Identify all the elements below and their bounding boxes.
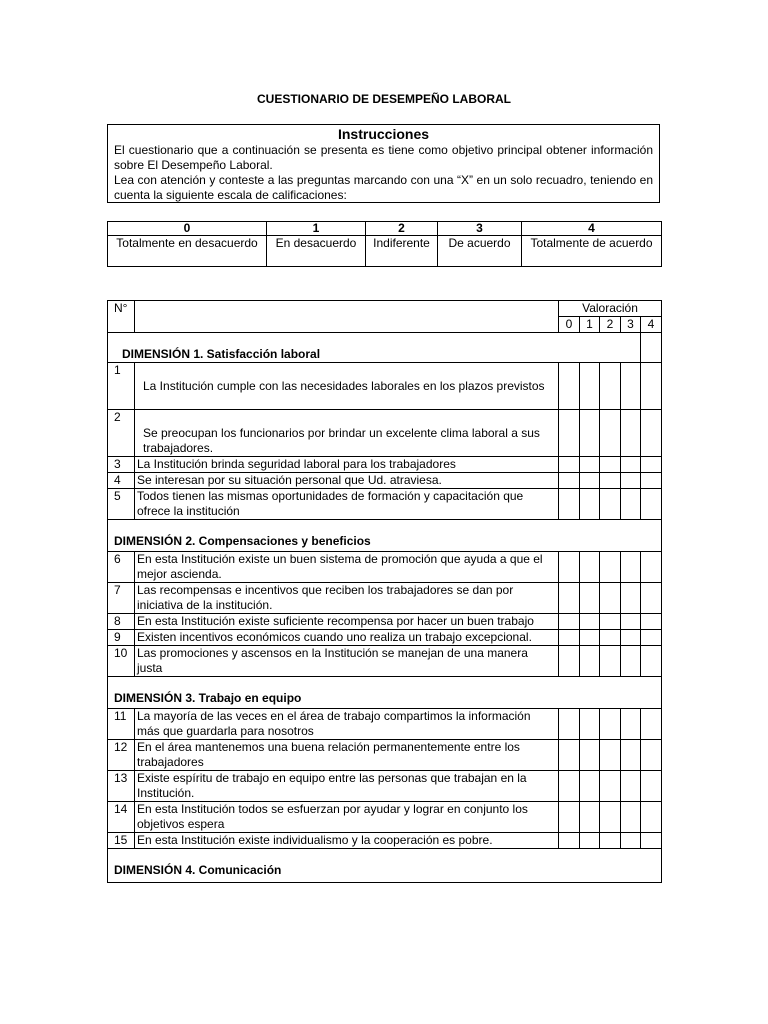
rating-checkbox-2[interactable] xyxy=(600,552,621,583)
rating-checkbox-4[interactable] xyxy=(641,552,662,583)
question-text: Se interesan por su situación personal que Ud. atraviesa. xyxy=(135,473,559,489)
scale-label: Totalmente de acuerdo xyxy=(522,236,662,267)
question-number: 6 xyxy=(108,552,135,583)
rating-checkbox-4[interactable] xyxy=(641,457,662,473)
rating-checkbox-3[interactable] xyxy=(621,771,641,802)
dimension-row xyxy=(108,849,662,883)
rating-checkbox-1[interactable] xyxy=(580,614,600,630)
question-row xyxy=(108,363,662,410)
rating-checkbox-0[interactable] xyxy=(559,802,580,833)
dimension-row xyxy=(108,520,662,552)
rating-checkbox-4[interactable] xyxy=(641,740,662,771)
question-text: En esta Institución existe suficiente recompensa por hacer un buen trabajo xyxy=(135,614,559,630)
rating-checkbox-2[interactable] xyxy=(600,709,621,740)
scale-label: En desacuerdo xyxy=(267,236,366,267)
rating-checkbox-2[interactable] xyxy=(600,646,621,677)
rating-checkbox-4[interactable] xyxy=(641,473,662,489)
question-row xyxy=(108,833,662,849)
scale-label: Totalmente en desacuerdo xyxy=(108,236,267,267)
rating-checkbox-0[interactable] xyxy=(559,489,580,520)
rating-checkbox-3[interactable] xyxy=(621,583,641,614)
question-number: 2 xyxy=(108,410,135,457)
question-text: La Institución brinda seguridad laboral para los trabajadores xyxy=(135,457,559,473)
question-row xyxy=(108,473,662,489)
rating-checkbox-1[interactable] xyxy=(580,363,600,410)
rating-checkbox-0[interactable] xyxy=(559,473,580,489)
rating-checkbox-2[interactable] xyxy=(600,833,621,849)
question-text: Las recompensas e incentivos que reciben los trabajadores se dan por iniciativa de la institución. xyxy=(135,583,559,614)
rating-checkbox-3[interactable] xyxy=(621,646,641,677)
question-row xyxy=(108,630,662,646)
rating-checkbox-2[interactable] xyxy=(600,740,621,771)
valoracion-option: 2 xyxy=(600,317,621,333)
rating-checkbox-1[interactable] xyxy=(580,552,600,583)
dimension-row xyxy=(108,677,662,709)
rating-checkbox-1[interactable] xyxy=(580,740,600,771)
rating-checkbox-4[interactable] xyxy=(641,709,662,740)
question-text: La Institución cumple con las necesidades laborales en los plazos previstos xyxy=(135,363,559,410)
question-number: 1 xyxy=(108,363,135,410)
instructions-box xyxy=(107,124,660,203)
rating-checkbox-4[interactable] xyxy=(641,771,662,802)
question-number: 3 xyxy=(108,457,135,473)
questionnaire-table xyxy=(107,300,662,883)
rating-checkbox-2[interactable] xyxy=(600,614,621,630)
rating-checkbox-3[interactable] xyxy=(621,833,641,849)
rating-checkbox-2[interactable] xyxy=(600,630,621,646)
question-text: En esta Institución existe individualismo y la cooperación es pobre. xyxy=(135,833,559,849)
dimension-row xyxy=(108,333,662,363)
question-text: En el área mantenemos una buena relación permanentemente entre los trabajadores xyxy=(135,740,559,771)
question-row xyxy=(108,646,662,677)
scale-label: Indiferente xyxy=(366,236,438,267)
scale-value: 3 xyxy=(438,222,522,236)
rating-checkbox-4[interactable] xyxy=(641,614,662,630)
rating-checkbox-2[interactable] xyxy=(600,489,621,520)
question-column-header xyxy=(135,301,559,333)
scale-value: 0 xyxy=(108,222,267,236)
dimension-title: DIMENSIÓN 1. Satisfacción laboral xyxy=(108,333,641,363)
rating-checkbox-3[interactable] xyxy=(621,802,641,833)
rating-checkbox-3[interactable] xyxy=(621,457,641,473)
rating-checkbox-0[interactable] xyxy=(559,552,580,583)
rating-checkbox-2[interactable] xyxy=(600,473,621,489)
rating-checkbox-0[interactable] xyxy=(559,630,580,646)
rating-scale-table xyxy=(107,221,662,267)
question-row xyxy=(108,552,662,583)
rating-scale-values-row xyxy=(108,222,662,236)
rating-checkbox-2[interactable] xyxy=(600,771,621,802)
rating-checkbox-2[interactable] xyxy=(600,457,621,473)
rating-checkbox-3[interactable] xyxy=(621,489,641,520)
question-row xyxy=(108,489,662,520)
rating-checkbox-4[interactable] xyxy=(641,489,662,520)
question-row xyxy=(108,709,662,740)
scale-value: 2 xyxy=(366,222,438,236)
rating-checkbox-2[interactable] xyxy=(600,583,621,614)
valoracion-option: 1 xyxy=(580,317,600,333)
question-row xyxy=(108,457,662,473)
page-title: CUESTIONARIO DE DESEMPEÑO LABORAL xyxy=(256,92,511,106)
question-text: La mayoría de las veces en el área de trabajo compartimos la información más que guardarla para nosotros xyxy=(135,709,559,740)
question-row xyxy=(108,771,662,802)
question-number: 13 xyxy=(108,771,135,802)
rating-checkbox-1[interactable] xyxy=(580,833,600,849)
question-text: Existe espíritu de trabajo en equipo entre las personas que trabajan en la Institución. xyxy=(135,771,559,802)
question-text: En esta Institución todos se esfuerzan por ayudar y lograr en conjunto los objetivos espera xyxy=(135,802,559,833)
rating-checkbox-1[interactable] xyxy=(580,410,600,457)
instructions-heading: Instrucciones xyxy=(337,126,430,142)
question-text: En esta Institución existe un buen sistema de promoción que ayuda a que el mejor ascienda. xyxy=(135,552,559,583)
question-number: 11 xyxy=(108,709,135,740)
question-number: 8 xyxy=(108,614,135,630)
rating-checkbox-0[interactable] xyxy=(559,740,580,771)
rating-checkbox-3[interactable] xyxy=(621,630,641,646)
rating-checkbox-4[interactable] xyxy=(641,583,662,614)
rating-checkbox-0[interactable] xyxy=(559,457,580,473)
rating-checkbox-0[interactable] xyxy=(559,833,580,849)
dimension-blank-cell xyxy=(641,333,662,363)
rating-checkbox-1[interactable] xyxy=(580,473,600,489)
rating-checkbox-4[interactable] xyxy=(641,646,662,677)
rating-checkbox-1[interactable] xyxy=(580,646,600,677)
rating-checkbox-1[interactable] xyxy=(580,583,600,614)
question-text: Todos tienen las mismas oportunidades de formación y capacitación que ofrece la institución xyxy=(135,489,559,520)
rating-checkbox-4[interactable] xyxy=(641,410,662,457)
rating-checkbox-1[interactable] xyxy=(580,802,600,833)
rating-checkbox-0[interactable] xyxy=(559,709,580,740)
question-number: 9 xyxy=(108,630,135,646)
rating-checkbox-3[interactable] xyxy=(621,740,641,771)
rating-checkbox-1[interactable] xyxy=(580,771,600,802)
question-number: 4 xyxy=(108,473,135,489)
question-row xyxy=(108,614,662,630)
rating-checkbox-0[interactable] xyxy=(559,583,580,614)
question-row xyxy=(108,740,662,771)
rating-checkbox-3[interactable] xyxy=(621,473,641,489)
question-text: Se preocupan los funcionarios por brindar un excelente clima laboral a sus trabajadores. xyxy=(135,410,559,457)
rating-checkbox-3[interactable] xyxy=(621,363,641,410)
dimension-title: DIMENSIÓN 3. Trabajo en equipo xyxy=(108,677,662,709)
rating-checkbox-1[interactable] xyxy=(580,630,600,646)
question-row xyxy=(108,583,662,614)
questionnaire-header-row xyxy=(108,301,662,317)
dimension-title: DIMENSIÓN 4. Comunicación xyxy=(108,849,662,883)
rating-checkbox-1[interactable] xyxy=(580,489,600,520)
rating-checkbox-4[interactable] xyxy=(641,630,662,646)
rating-checkbox-1[interactable] xyxy=(580,709,600,740)
valoracion-option: 0 xyxy=(559,317,580,333)
valoracion-header: Valoración xyxy=(559,301,662,317)
rating-checkbox-2[interactable] xyxy=(600,802,621,833)
rating-checkbox-0[interactable] xyxy=(559,410,580,457)
question-text: Existen incentivos económicos cuando uno realiza un trabajo excepcional. xyxy=(135,630,559,646)
question-row xyxy=(108,410,662,457)
number-column-header: N° xyxy=(108,301,135,333)
question-number: 7 xyxy=(108,583,135,614)
question-number: 14 xyxy=(108,802,135,833)
question-text: Las promociones y ascensos en la Institución se manejan de una manera justa xyxy=(135,646,559,677)
question-number: 12 xyxy=(108,740,135,771)
rating-checkbox-3[interactable] xyxy=(621,410,641,457)
rating-checkbox-0[interactable] xyxy=(559,646,580,677)
rating-checkbox-0[interactable] xyxy=(559,363,580,410)
scale-label: De acuerdo xyxy=(438,236,522,267)
scale-value: 1 xyxy=(267,222,366,236)
question-row xyxy=(108,802,662,833)
rating-scale-labels-row xyxy=(108,236,662,267)
valoracion-option: 4 xyxy=(641,317,662,333)
rating-checkbox-4[interactable] xyxy=(641,363,662,410)
question-number: 5 xyxy=(108,489,135,520)
rating-checkbox-4[interactable] xyxy=(641,833,662,849)
rating-checkbox-0[interactable] xyxy=(559,771,580,802)
instructions-paragraph-1: El cuestionario que a continuación se presenta es tiene como objetivo principal obtener información sobre El Desempeño Laboral. xyxy=(114,143,653,172)
rating-checkbox-1[interactable] xyxy=(580,457,600,473)
question-number: 15 xyxy=(108,833,135,849)
dimension-title: DIMENSIÓN 2. Compensaciones y beneficios xyxy=(108,520,662,552)
scale-value: 4 xyxy=(522,222,662,236)
rating-checkbox-0[interactable] xyxy=(559,614,580,630)
rating-checkbox-2[interactable] xyxy=(600,363,621,410)
rating-checkbox-3[interactable] xyxy=(621,614,641,630)
question-number: 10 xyxy=(108,646,135,677)
rating-checkbox-4[interactable] xyxy=(641,802,662,833)
rating-checkbox-3[interactable] xyxy=(621,709,641,740)
instructions-paragraph-2: Lea con atención y conteste a las preguntas marcando con una “X” en un solo recuadro, teniendo en cuenta la siguiente escala de calificaciones: xyxy=(114,173,653,202)
rating-checkbox-3[interactable] xyxy=(621,552,641,583)
rating-checkbox-2[interactable] xyxy=(600,410,621,457)
valoracion-option: 3 xyxy=(621,317,641,333)
